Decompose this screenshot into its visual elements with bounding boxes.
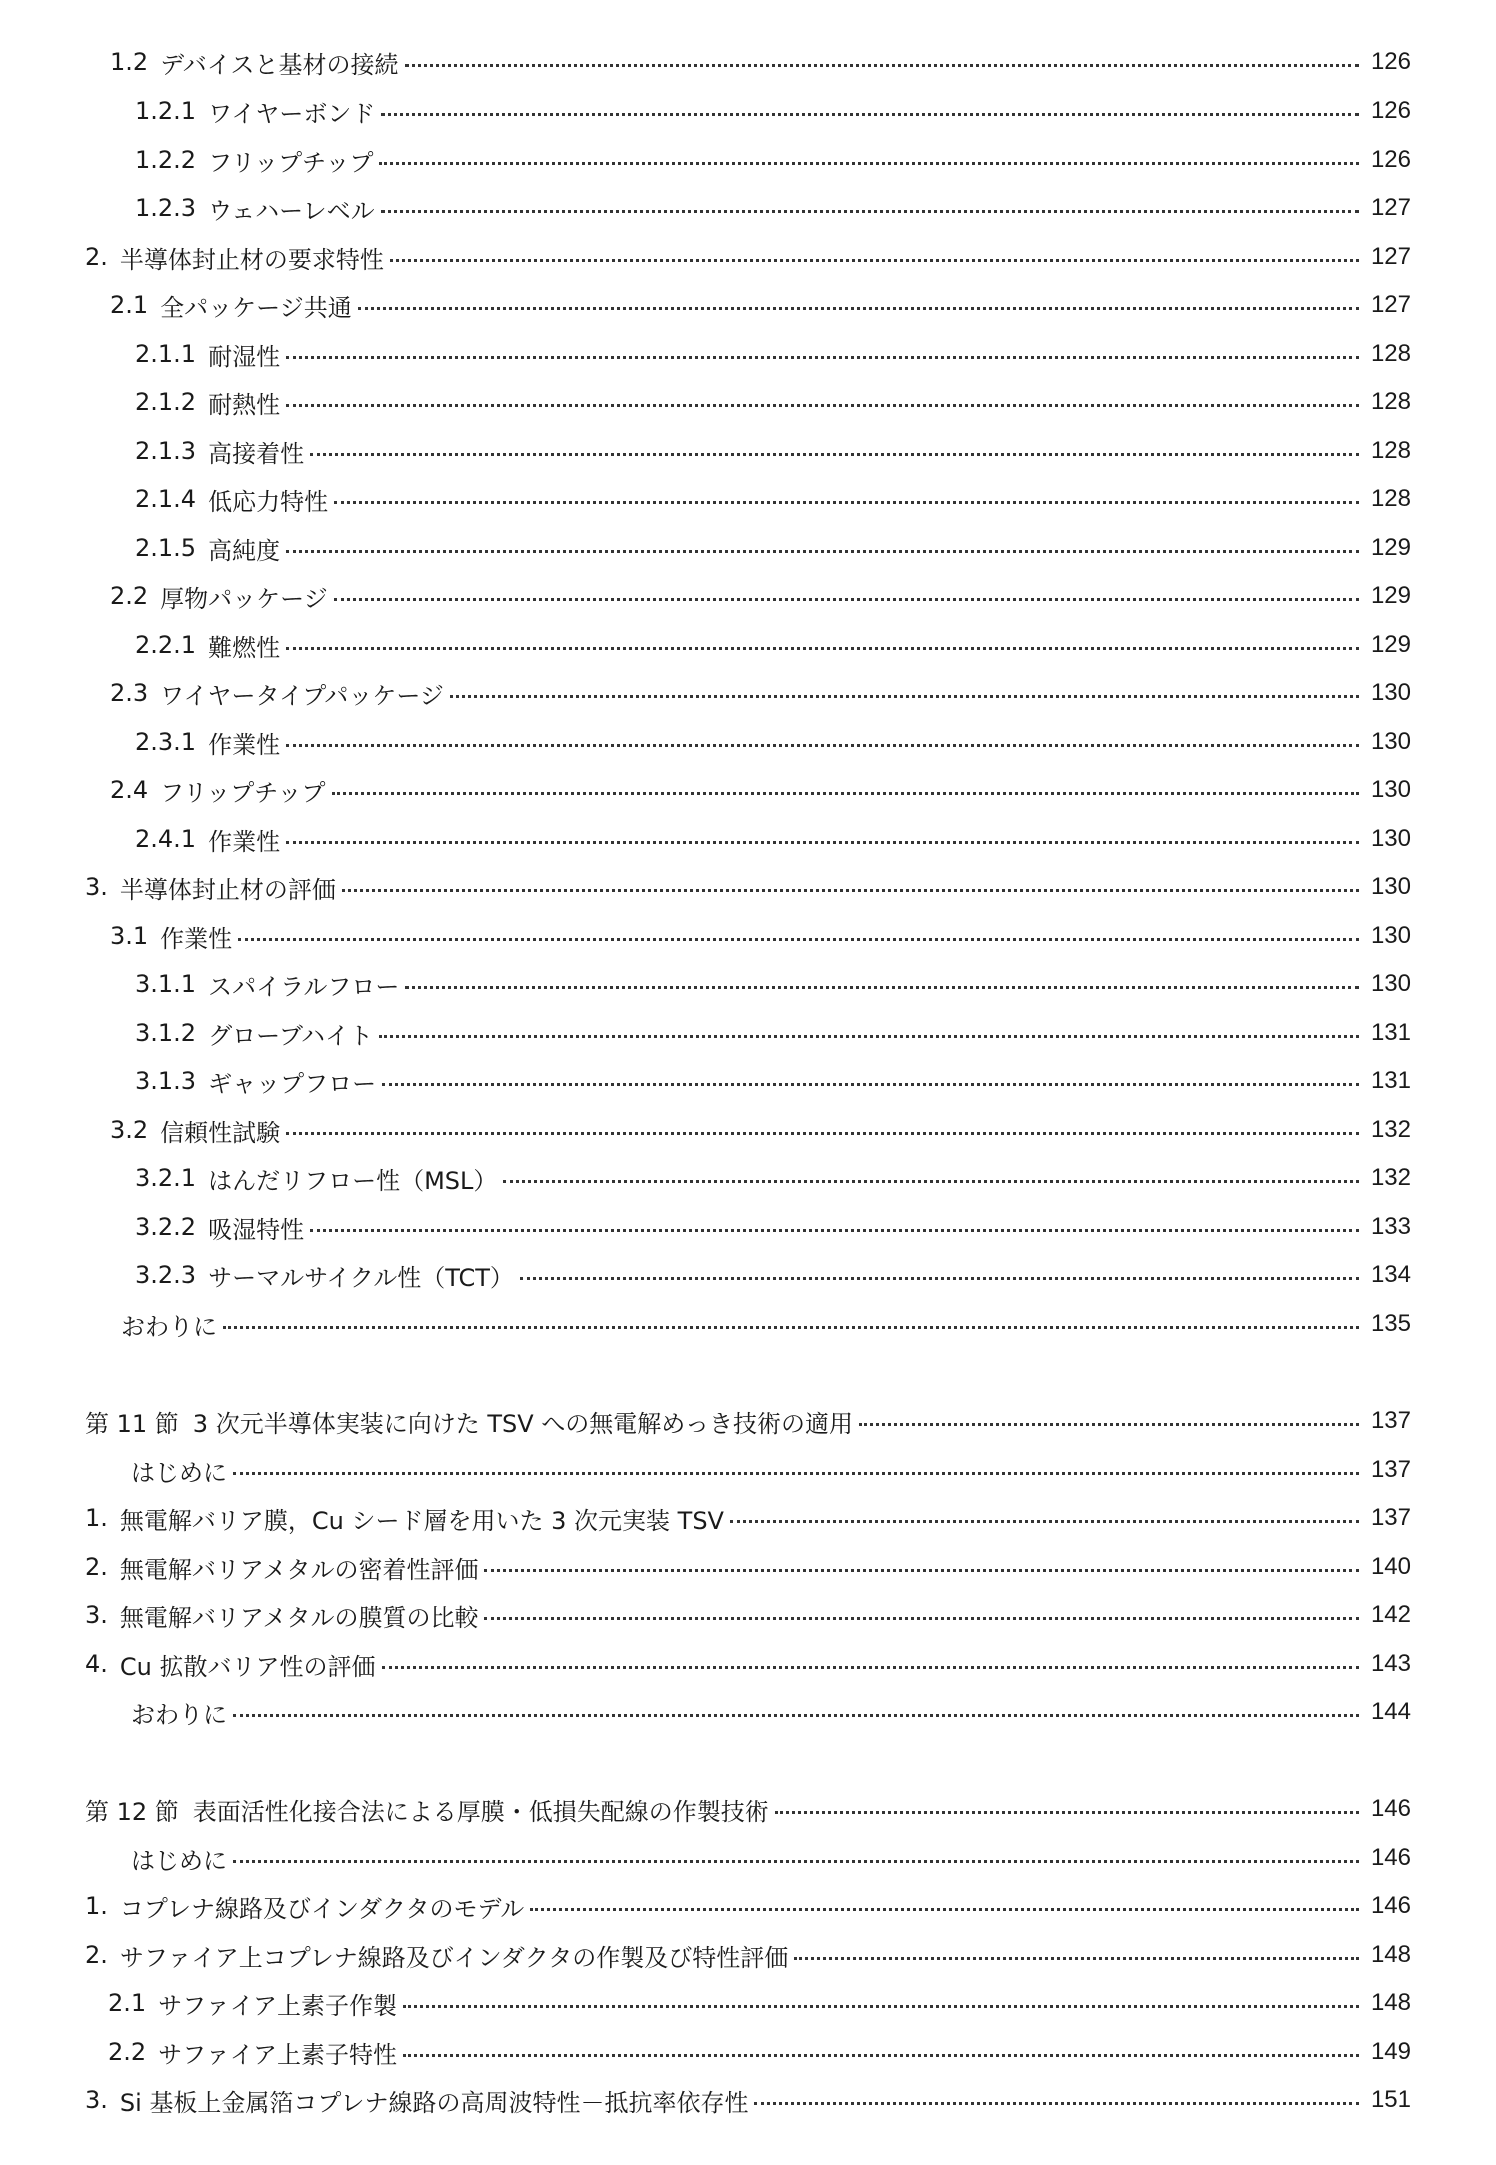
entry-page: 126	[1370, 97, 1411, 124]
entry-number: 1.	[85, 1504, 108, 1532]
entry-page: 130	[1370, 970, 1411, 997]
section-number: 第 11 節	[85, 1409, 179, 1438]
entry-number: 3.1.2	[135, 1019, 197, 1047]
entry-number: 2.	[85, 243, 108, 271]
entry-title: 半導体封止材の要求特性	[119, 245, 384, 274]
dot-leader	[503, 1180, 1359, 1183]
toc-entry	[135, 431, 1411, 471]
entry-page: 127	[1370, 194, 1411, 221]
entry-page: 131	[1370, 1067, 1411, 1094]
toc-entry	[110, 576, 1411, 616]
toc-entry	[85, 1886, 1411, 1926]
entry-number: 3.2.2	[135, 1213, 197, 1241]
section-heading	[85, 1789, 1411, 1829]
dot-leader	[382, 1083, 1359, 1086]
entry-page: 130	[1370, 922, 1411, 949]
entry-page: 130	[1370, 776, 1411, 803]
dot-leader	[450, 695, 1359, 698]
toc-entry	[131, 1838, 1411, 1878]
entry-title: 高純度	[208, 536, 281, 565]
entry-title: 厚物パッケージ	[160, 584, 328, 613]
dot-leader	[382, 1666, 1359, 1669]
entry-number: 2.3.1	[135, 728, 197, 756]
dot-leader	[794, 1957, 1359, 1960]
entry-number: 2.1	[108, 1989, 147, 2017]
toc-entry	[135, 188, 1411, 228]
dot-leader	[379, 1035, 1359, 1038]
entry-title: フリップチップ	[208, 148, 374, 177]
entry-page: 126	[1370, 146, 1411, 173]
dot-leader	[381, 210, 1359, 213]
entry-number: 3.1.1	[135, 970, 197, 998]
entry-number: 3.1.3	[135, 1067, 197, 1095]
entry-page: 142	[1370, 1601, 1411, 1628]
dot-leader	[310, 453, 1359, 456]
entry-title: 作業性	[208, 827, 281, 856]
entry-number: 1.2.2	[135, 146, 197, 174]
dot-leader	[484, 1569, 1359, 1572]
dot-leader	[233, 1472, 1359, 1475]
entry-page: 151	[1370, 2086, 1411, 2113]
entry-page: 131	[1370, 1019, 1411, 1046]
entry-page: 143	[1370, 1650, 1411, 1677]
dot-leader	[484, 1617, 1359, 1620]
toc-entry	[135, 1158, 1411, 1198]
dot-leader	[754, 2102, 1359, 2105]
entry-title: サファイア上素子作製	[158, 1991, 397, 2020]
entry-title: はじめに	[131, 1846, 227, 1875]
toc-entry	[85, 237, 1411, 277]
entry-title: 信頼性試験	[160, 1118, 281, 1147]
toc-entry	[85, 867, 1411, 907]
entry-page: 148	[1370, 1941, 1411, 1968]
entry-page: 130	[1370, 728, 1411, 755]
entry-number: 2.3	[110, 679, 149, 707]
entry-number: 1.2.3	[135, 194, 197, 222]
dot-leader	[405, 64, 1360, 67]
entry-page: 128	[1370, 340, 1411, 367]
dot-leader	[530, 1908, 1359, 1911]
entry-number: 2.1	[110, 291, 149, 319]
entry-number: 3.1	[110, 922, 149, 950]
entry-page: 146	[1370, 1795, 1411, 1822]
dot-leader	[286, 647, 1359, 650]
entry-number: 1.	[85, 1892, 108, 1920]
dot-leader	[286, 550, 1359, 553]
entry-title: はじめに	[131, 1458, 227, 1487]
toc-entry	[135, 1061, 1411, 1101]
entry-number: 3.	[85, 873, 108, 901]
entry-title: サーマルサイクル性（TCT）	[208, 1263, 514, 1292]
entry-title: サファイア上素子特性	[158, 2040, 397, 2069]
toc-entry	[85, 1935, 1411, 1975]
toc-entry	[135, 479, 1411, 519]
entry-page: 133	[1370, 1213, 1411, 1240]
entry-number: 2.2.1	[135, 631, 197, 659]
entry-page: 132	[1370, 1116, 1411, 1143]
dot-leader	[859, 1423, 1359, 1426]
section-number: 第 12 節	[85, 1797, 179, 1826]
toc-entry	[135, 528, 1411, 568]
entry-title: 作業性	[160, 924, 233, 953]
dot-leader	[730, 1520, 1359, 1523]
entry-number: 1.2	[110, 48, 149, 76]
entry-title: ウェハーレベル	[208, 196, 375, 225]
entry-page: 130	[1370, 679, 1411, 706]
entry-page: 148	[1370, 1989, 1411, 2016]
entry-number: 2.1.3	[135, 437, 197, 465]
entry-title: 無電解バリアメタルの膜質の比較	[119, 1603, 479, 1632]
entry-page: 140	[1370, 1553, 1411, 1580]
entry-page: 135	[1370, 1310, 1411, 1337]
dot-leader	[238, 938, 1359, 941]
dot-leader	[233, 1860, 1359, 1863]
toc-entry	[135, 819, 1411, 859]
entry-page: 127	[1370, 291, 1411, 318]
toc-entry	[85, 1595, 1411, 1635]
toc-entry	[121, 1304, 1411, 1344]
entry-title: Si 基板上金属箔コプレナ線路の高周波特性－抵抗率依存性	[119, 2088, 749, 2117]
toc-entry	[135, 91, 1411, 131]
dot-leader	[332, 792, 1359, 795]
entry-number: 2.4	[110, 776, 149, 804]
dot-leader	[286, 1132, 1359, 1135]
dot-leader	[310, 1229, 1359, 1232]
entry-page: 129	[1370, 534, 1411, 561]
dot-leader	[342, 889, 1359, 892]
toc-entry	[85, 1644, 1411, 1684]
entry-page: 128	[1370, 485, 1411, 512]
entry-title: 半導体封止材の評価	[119, 875, 336, 904]
toc-entry	[131, 1450, 1411, 1490]
entry-number: 2.1.4	[135, 485, 197, 513]
dot-leader	[390, 259, 1359, 262]
section-heading	[85, 1401, 1411, 1441]
entry-title: 高接着性	[208, 439, 305, 468]
entry-title: Cu 拡散バリア性の評価	[119, 1652, 376, 1681]
toc-entry	[135, 1255, 1411, 1295]
entry-title: ワイヤーボンド	[208, 99, 376, 128]
entry-page: 134	[1370, 1261, 1411, 1288]
section-title: 3 次元半導体実装に向けた TSV への無電解めっき技術の適用	[192, 1409, 854, 1438]
dot-leader	[403, 2054, 1359, 2057]
dot-leader	[775, 1811, 1359, 1814]
dot-leader	[334, 598, 1359, 601]
dot-leader	[381, 113, 1359, 116]
entry-title: 吸湿特性	[208, 1215, 305, 1244]
entry-page: 149	[1370, 2038, 1411, 2065]
entry-number: 2.2	[108, 2038, 147, 2066]
entry-title: おわりに	[131, 1700, 227, 1729]
toc-entry	[108, 2032, 1411, 2072]
dot-leader	[379, 162, 1359, 165]
entry-page: 128	[1370, 437, 1411, 464]
entry-number: 2.1.1	[135, 340, 197, 368]
toc-entry	[135, 1013, 1411, 1053]
toc-entry	[85, 1498, 1411, 1538]
section-title: 表面活性化接合法による厚膜・低損失配線の作製技術	[192, 1797, 769, 1826]
entry-title: デバイスと基材の接続	[160, 50, 399, 79]
toc-entry	[110, 285, 1411, 325]
toc-entry	[135, 964, 1411, 1004]
entry-title: 無電解バリア膜，Cu シード層を用いた 3 次元実装 TSV	[119, 1506, 724, 1535]
entry-title: ワイヤータイプパッケージ	[160, 681, 444, 710]
toc-entry	[108, 1983, 1411, 2023]
toc-entry	[85, 2080, 1411, 2120]
entry-number: 3.2.3	[135, 1261, 197, 1289]
entry-number: 2.1.5	[135, 534, 197, 562]
entry-page: 128	[1370, 388, 1411, 415]
entry-page: 129	[1370, 631, 1411, 658]
toc-entry	[110, 673, 1411, 713]
entry-number: 2.4.1	[135, 825, 197, 853]
dot-leader	[403, 2005, 1359, 2008]
entry-title: 難燃性	[208, 633, 281, 662]
toc-entry	[135, 625, 1411, 665]
entry-number: 1.2.1	[135, 97, 197, 125]
toc-entry	[110, 916, 1411, 956]
entry-number: 3.2	[110, 1116, 149, 1144]
entry-page: 137	[1370, 1456, 1411, 1483]
entry-title: フリップチップ	[160, 778, 326, 807]
toc-entry	[135, 1207, 1411, 1247]
dot-leader	[286, 841, 1359, 844]
dot-leader	[334, 501, 1359, 504]
toc-entry	[85, 1547, 1411, 1587]
toc-entry	[131, 1692, 1411, 1732]
entry-title: グローブハイト	[208, 1021, 373, 1050]
entry-title: 耐熱性	[208, 390, 281, 419]
entry-page: 137	[1370, 1407, 1411, 1434]
entry-number: 4.	[85, 1650, 108, 1678]
toc-entry	[135, 722, 1411, 762]
entry-title: コプレナ線路及びインダクタのモデル	[119, 1894, 525, 1923]
entry-page: 126	[1370, 48, 1411, 75]
entry-title: サファイア上コプレナ線路及びインダクタの作製及び特性評価	[119, 1943, 789, 1972]
entry-page: 129	[1370, 582, 1411, 609]
entry-page: 130	[1370, 825, 1411, 852]
dot-leader	[405, 986, 1359, 989]
toc-entry	[110, 1110, 1411, 1150]
entry-title: 無電解バリアメタルの密着性評価	[119, 1555, 479, 1584]
entry-number: 3.	[85, 1601, 108, 1629]
entry-title: はんだリフロー性（MSL）	[208, 1166, 498, 1195]
entry-number: 3.	[85, 2086, 108, 2114]
entry-number: 3.2.1	[135, 1164, 197, 1192]
toc-entry	[135, 382, 1411, 422]
entry-title: 全パッケージ共通	[160, 293, 352, 322]
entry-page: 130	[1370, 873, 1411, 900]
toc-entry	[135, 140, 1411, 180]
entry-page: 144	[1370, 1698, 1411, 1725]
dot-leader	[520, 1277, 1359, 1280]
dot-leader	[286, 404, 1359, 407]
entry-page: 146	[1370, 1892, 1411, 1919]
dot-leader	[286, 356, 1359, 359]
entry-number: 2.2	[110, 582, 149, 610]
entry-page: 132	[1370, 1164, 1411, 1191]
dot-leader	[233, 1714, 1359, 1717]
toc-entry	[110, 770, 1411, 810]
toc-entry	[135, 334, 1411, 374]
entry-page: 127	[1370, 243, 1411, 270]
entry-number: 2.	[85, 1941, 108, 1969]
entry-title: 耐湿性	[208, 342, 281, 371]
entry-title: 作業性	[208, 730, 281, 759]
entry-number: 2.1.2	[135, 388, 197, 416]
dot-leader	[286, 744, 1359, 747]
entry-number: 2.	[85, 1553, 108, 1581]
entry-title: おわりに	[121, 1312, 217, 1341]
entry-page: 146	[1370, 1844, 1411, 1871]
entry-title: 低応力特性	[208, 487, 329, 516]
entry-title: ギャップフロー	[208, 1069, 377, 1098]
dot-leader	[358, 307, 1359, 310]
entry-title: スパイラルフロー	[208, 972, 400, 1001]
dot-leader	[223, 1326, 1359, 1329]
entry-page: 137	[1370, 1504, 1411, 1531]
toc-entry	[110, 42, 1411, 82]
